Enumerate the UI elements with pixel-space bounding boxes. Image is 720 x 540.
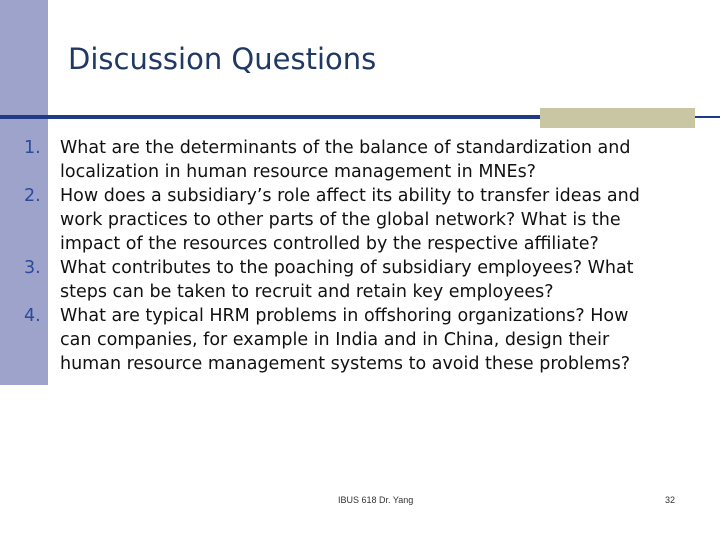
question-text: How does a subsidiary’s role affect its ability to transfer ideas and work practices to other parts of the global network? What is the impact of the resources controlled by the respective affiliate?: [60, 186, 640, 254]
question-number: 4.: [24, 306, 41, 326]
question-item: [24, 136, 664, 184]
question-number: 1.: [24, 138, 41, 158]
question-item: [24, 256, 664, 304]
question-text: What are the determinants of the balance of standardization and localization in human resource management in MNEs?: [60, 138, 631, 182]
question-number: 2.: [24, 186, 41, 206]
title-divider: [0, 115, 540, 119]
question-text: What are typical HRM problems in offshoring organizations? How can companies, for example in India and in China, design their human resource management systems to avoid these problems?: [60, 306, 631, 374]
question-text: What contributes to the poaching of subsidiary employees? What steps can be taken to recruit and retain key employees?: [60, 258, 634, 302]
question-item: [24, 184, 664, 256]
title-divider-accent: [540, 108, 695, 128]
slide-footer: IBUS 618 Dr. Yang: [338, 495, 414, 505]
question-number: 3.: [24, 258, 41, 278]
page-number: 32: [665, 495, 676, 505]
title-divider-tail: [695, 116, 720, 118]
question-list: [24, 136, 664, 376]
slide-title: Discussion Questions: [68, 42, 377, 76]
question-item: [24, 304, 664, 376]
